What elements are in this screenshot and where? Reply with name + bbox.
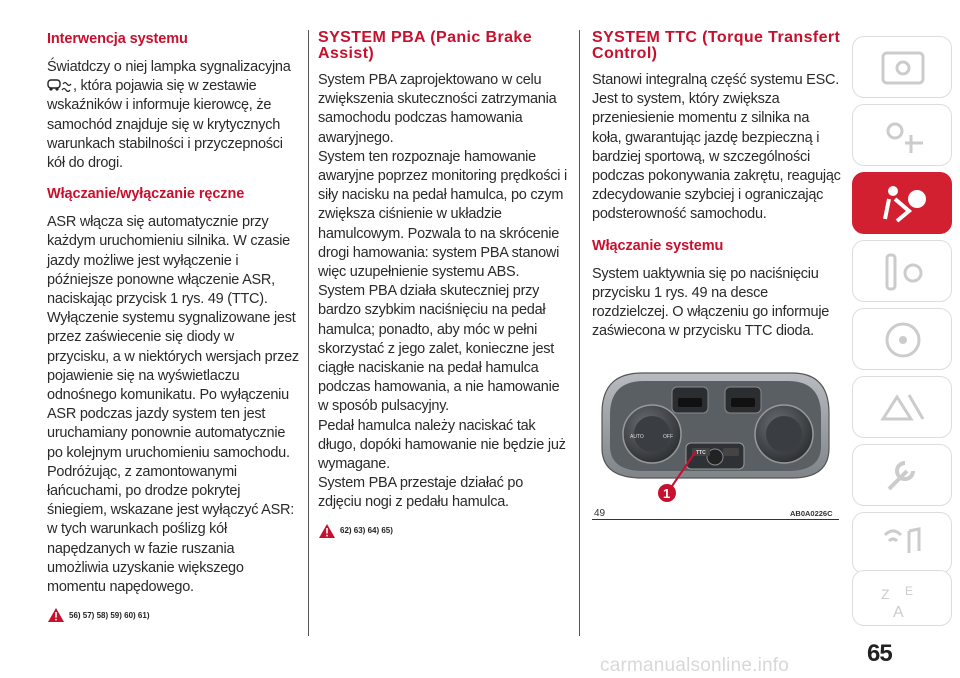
warning-refs: 62) 63) 64) 65) (340, 526, 393, 536)
warning-refs-row (318, 523, 568, 539)
key-start-icon (875, 249, 931, 295)
warning-refs: 56) 57) 58) 59) 60) 61) (69, 610, 150, 620)
column-divider (308, 30, 309, 636)
warning-triangle-icon (47, 607, 65, 623)
paragraph-pba-3: System PBA działa skuteczniej przy bardzo szybkim naciśnięciu na pedał hamulca; ponadto, aby móc w pełni skorzystać z jego zalet, konieczne jest ciągłe naciskanie na pedał hamulca podczas hamowania, a nie hamowanie w sposób pulsacyjny. (318, 283, 560, 415)
dashboard-lights-icon (875, 113, 931, 159)
tab-safety[interactable] (852, 172, 952, 234)
esc-warning-lamp-icon (47, 78, 73, 92)
tab-maintenance[interactable] (852, 444, 952, 506)
chapter-tabs-sidebar (852, 30, 960, 620)
warning-refs-row (47, 607, 299, 623)
page-number: 65 (867, 640, 892, 667)
road-warning-icon (875, 385, 931, 431)
figure-49-climate-panel (592, 343, 839, 520)
multimedia-icon (875, 521, 931, 567)
off-label: OFF (663, 434, 673, 440)
paragraph-reczne: ASR włącza się automatycznie przy każdym uruchomieniu silnika. W czasie jazdy możliwe jest wyłączenie i późniejsze ponowne włączenie ASR, naciskając przycisk 1 rys. 49 (TTC). Wyłączenie systemu sygnalizowane jest przez zaświecenie się diody w przycisku, a w niektórych wersjach przez pojawienie się na wyświetlaczu odnośnego komunikatu. Po wyłączeniu ASR podczas jazdy system ten jest uruchamiany ponownie automatycznie po kolejnym uruchomieniu samochodu. Podróżując, z zamontowanymi łańcuchami, po drodze pokrytej śniegiem, wskazane jest wyłączyć ASR: w tych warunkach poślizg kół napędzanych w fazie ruszania umożliwia uzyskanie większego momentu napędowego. (47, 214, 299, 596)
paragraph-pba-2: System ten rozpoznaje hamowanie awaryjne poprzez monitoring prędkości i siły nacisku na pedał hamulca, po czym zwiększa ciśnienie w układzie hamulcowym. Pozwala to na skrócenie drogi hamowania: system PBA stanowi więc uzupełnienie systemu ABS. (318, 148, 567, 281)
tab-index[interactable] (852, 570, 952, 626)
para-text-part2: , która pojawia się w zestawie wskaźników i informuje kierowcę, że samochód znajduje się w krytycznych warunkach stabilności i przyczepności kół do drogi. (47, 78, 283, 172)
column-3 (592, 30, 842, 341)
paragraph-ttc-1: Stanowi integralną część systemu ESC. Jest to system, który zwiększa przeniesienie momentu z silnika na koła, gwarantując jazdę bezpieczną i bardziej sportową, w szczególności podczas pokonywania zakrętu, reagując zdecydowanie szybciej i ograniczając podsterowność samochodu. (592, 72, 841, 223)
index-abc-icon (875, 579, 931, 625)
car-info-icon (875, 45, 931, 91)
tab-emergency[interactable] (852, 376, 952, 438)
auto-label: AUTO (630, 434, 644, 440)
tab-car-info[interactable] (852, 36, 952, 98)
tab-starting[interactable] (852, 240, 952, 302)
callout-number: 1 (663, 486, 671, 501)
paragraph-pba-1: System PBA zaprojektowano w celu zwiększenia skuteczności zatrzymania samochodu podczas hamowania awaryjnego. (318, 72, 557, 146)
section-title-pba: SYSTEM PBA (Panic Brake Assist) (318, 29, 533, 62)
column-1 (47, 30, 299, 623)
safety-airbag-icon (875, 181, 931, 227)
svg-text:Z: Z (881, 586, 890, 602)
watermark: carmanualsonline.info (600, 655, 790, 676)
figure-code: AB0A0226C (790, 509, 833, 518)
tab-driving[interactable] (852, 308, 952, 370)
paragraph-interwencja (47, 58, 299, 173)
para-text-part1: Światdczy o niej lampka sygnalizacyjna (47, 59, 291, 75)
wrench-icon (875, 453, 931, 499)
paragraph-ttc-2: System uaktywnia się po naciśnięciu przycisku 1 rys. 49 na desce rozdzielczej. O włączeniu go informuje zaświecona w przycisku TTC dioda. (592, 265, 830, 340)
svg-text:E: E (905, 584, 914, 598)
warning-triangle-icon (318, 523, 336, 539)
section-heading-reczne: Włączanie/wyłączanie ręczne (47, 186, 245, 203)
paragraph-pba-5: System PBA przestaje działać po zdjęciu nogi z pedału hamulca. (318, 475, 524, 511)
svg-text:A: A (893, 604, 904, 621)
column-2 (318, 30, 568, 539)
section-heading-wlaczanie: Włączanie systemu (592, 237, 724, 254)
ttc-label: TTC (696, 450, 706, 456)
section-heading-interwencja: Interwencja systemu (47, 31, 188, 47)
figure-number: 49 (594, 508, 606, 519)
section-title-ttc: SYSTEM TTC (Torque Transfert Control) (592, 29, 841, 62)
column-divider (579, 30, 580, 636)
paragraph-pba-4: Pedał hamulca należy naciskać tak długo, dopóki hamowanie nie będzie już wymagane. (318, 417, 566, 473)
tab-dashboard[interactable] (852, 104, 952, 166)
climate-control-panel-illustration (592, 343, 839, 513)
tab-multimedia[interactable] (852, 512, 952, 574)
steering-wheel-icon (875, 317, 931, 363)
